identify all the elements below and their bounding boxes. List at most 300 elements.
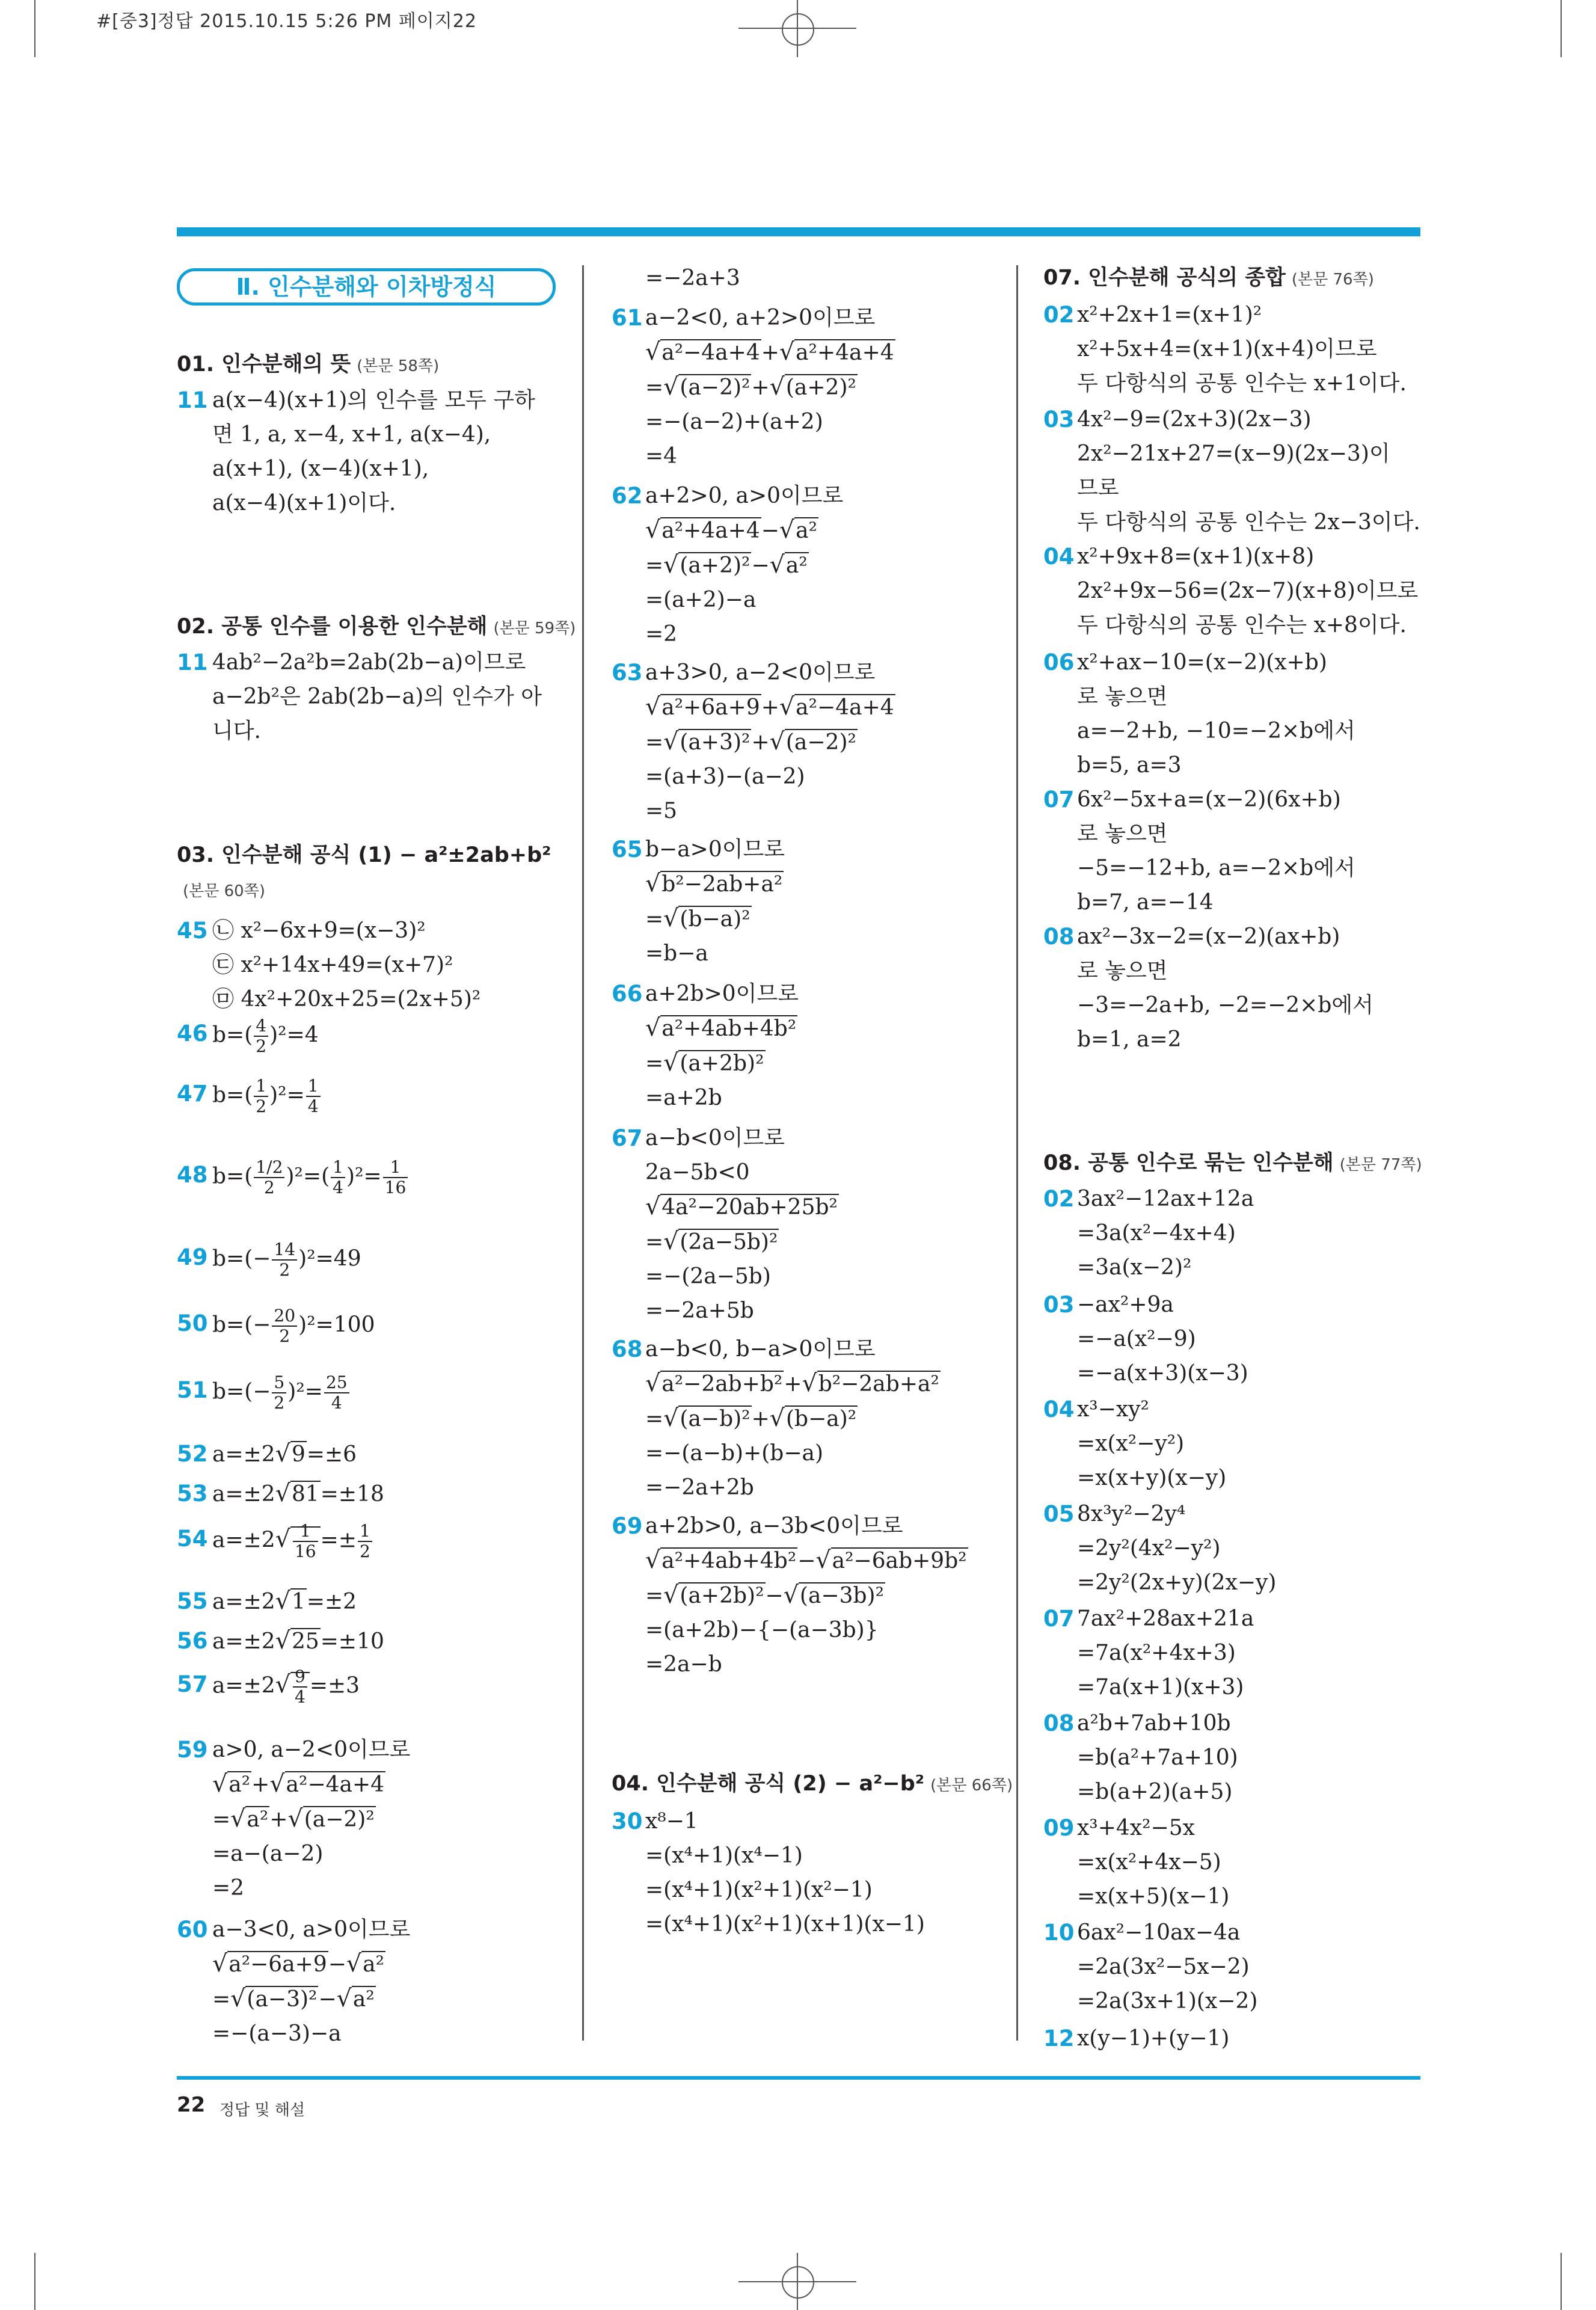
square-root <box>663 553 751 578</box>
answer-line: a−2<0, a+2>0이므로 <box>645 306 876 330</box>
answer-line: =(x⁴+1)(x²+1)(x²−1) <box>645 1878 873 1902</box>
problem-number: 46 <box>177 1021 208 1046</box>
square-root <box>230 1807 269 1832</box>
answer-line <box>212 1767 410 1802</box>
page-reference: (본문 77쪽) <box>1339 1156 1422 1174</box>
answer-line: 로 놓으면 <box>1077 959 1168 983</box>
answer-line: =−a(x+3)(x−3) <box>1077 1361 1248 1386</box>
math-text: )²= <box>287 1379 323 1404</box>
section-title: 07. 인수분해 공식의 종합 <box>1043 266 1286 290</box>
math-text: − <box>761 518 779 543</box>
crop-mark <box>782 13 814 46</box>
radicand: a²−2ab+b² <box>661 1372 783 1396</box>
radical-sign-icon: √ <box>275 1671 290 1699</box>
math-text: )²= <box>269 1083 305 1108</box>
radicand: (b−a)² <box>680 907 750 932</box>
math-text: = <box>645 375 664 400</box>
radicand: a²−4a+4 <box>661 340 760 365</box>
answer-line: =−(a−2)+(a+2) <box>645 410 823 434</box>
square-root <box>287 1807 375 1832</box>
answer-line: 2x²−21x+27=(x−9)(2x−3)이 <box>1077 441 1390 466</box>
answer-line <box>212 1802 410 1837</box>
denominator: 2 <box>256 1036 267 1057</box>
answer-line: a=−2+b, −10=−2×b에서 <box>1077 719 1355 743</box>
fraction <box>383 1158 408 1198</box>
answer-line: 8x³y²−2y⁴ <box>1077 1502 1186 1526</box>
answer-line <box>645 370 895 405</box>
problem-number: 04 <box>1043 1396 1075 1422</box>
answer-line: =−(a−b)+(b−a) <box>645 1441 824 1466</box>
radicand: 81 <box>291 1482 319 1507</box>
answer-line <box>645 1578 968 1613</box>
section-title: 01. 인수분해의 뜻 <box>177 352 351 376</box>
math-text: =±18 <box>320 1482 384 1507</box>
radical-sign-icon: √ <box>779 338 795 366</box>
denominator: 2 <box>279 1326 290 1347</box>
answer-lines <box>1077 298 1407 401</box>
math-text: = <box>212 1987 231 2012</box>
problem-number: 11 <box>177 387 208 413</box>
answer-line: a−3<0, a>0이므로 <box>212 1917 411 1942</box>
page-reference: (본문 60쪽) <box>183 882 265 900</box>
answer-lines <box>212 1584 357 1619</box>
answer-lines <box>212 1306 375 1347</box>
radical-sign-icon: √ <box>645 516 661 544</box>
answer-line <box>212 1373 351 1413</box>
answer-line: =x(x²+4x−5) <box>1077 1850 1221 1875</box>
radical-sign-icon: √ <box>645 693 661 720</box>
problem-number: 08 <box>1043 924 1075 950</box>
radicand: a²+4a+4 <box>796 340 894 365</box>
answer-lines <box>645 301 895 473</box>
math-text: )²=( <box>286 1164 330 1189</box>
square-root <box>802 1369 941 1397</box>
problem-number: 45 <box>177 918 208 944</box>
answer-line: =7a(x²+4x+3) <box>1077 1641 1236 1665</box>
radical-sign-icon: √ <box>645 1546 661 1574</box>
answer-line: x³−xy² <box>1077 1397 1149 1422</box>
problem-number: 50 <box>177 1310 208 1336</box>
radical-sign-icon: √ <box>769 373 785 401</box>
math-text: = <box>645 553 664 578</box>
problem-number: 49 <box>177 1244 208 1270</box>
column-divider <box>582 265 584 2041</box>
square-root <box>346 1952 385 1977</box>
square-root <box>645 1016 797 1041</box>
square-root <box>645 695 761 720</box>
footer-label: 정답 및 해설 <box>219 2101 305 2119</box>
answer-lines <box>212 1733 410 1905</box>
answer-line: =3a(x²−4x+4) <box>1077 1221 1236 1246</box>
answer-line: =2 <box>645 622 678 647</box>
answer-line: x²+2x+1=(x+1)² <box>1077 303 1262 327</box>
radical-sign-icon: √ <box>275 1627 290 1654</box>
answer-lines <box>1077 1706 1238 1809</box>
radicand: (a−2)² <box>304 1807 375 1832</box>
square-root <box>770 553 809 578</box>
math-text: )²= <box>346 1164 382 1189</box>
answer-line: a+2>0, a>0이므로 <box>645 484 844 508</box>
problem-number: 04 <box>1043 544 1075 570</box>
answer-lines <box>1077 402 1420 539</box>
fraction <box>254 1016 268 1057</box>
answer-line: =2a(3x²−5x−2) <box>1077 1955 1250 1979</box>
radical-sign-icon: √ <box>275 1479 290 1507</box>
radical-sign-icon: √ <box>783 1581 799 1609</box>
answer-lines <box>212 1624 384 1659</box>
fraction <box>272 1306 297 1347</box>
radicand: a²−6ab+9b² <box>832 1549 967 1573</box>
square-root <box>275 1442 307 1467</box>
problem-number: 12 <box>1043 2026 1075 2051</box>
radical-sign-icon: √ <box>212 1950 228 1977</box>
radicand: a²+4ab+4b² <box>661 1016 797 1041</box>
math-text: = <box>212 1807 231 1832</box>
fraction <box>293 1667 307 1707</box>
answer-line: a+3>0, a−2<0이므로 <box>645 660 876 685</box>
problem-number: 10 <box>1043 1920 1075 1946</box>
radical-sign-icon: √ <box>663 905 679 932</box>
answer-lines <box>212 1016 319 1057</box>
math-text: )²=49 <box>298 1246 361 1271</box>
bottom-blue-bar <box>177 2076 1420 2080</box>
math-text: + <box>751 730 770 755</box>
top-blue-bar <box>177 227 1420 236</box>
square-root <box>337 1987 376 2012</box>
fraction <box>293 1522 318 1562</box>
problem-number: 05 <box>1043 1501 1075 1527</box>
radicand <box>290 1666 310 1707</box>
answer-line: =2a(3x+1)(x−2) <box>1077 1989 1258 2014</box>
answer-lines <box>212 1240 361 1280</box>
answer-line: x³+4x²−5x <box>1077 1816 1195 1840</box>
section-heading <box>177 348 439 384</box>
problem-number: 67 <box>612 1125 643 1151</box>
problem-number: 63 <box>612 660 643 686</box>
numerator: 1 <box>383 1158 408 1178</box>
math-text: = <box>645 1051 664 1076</box>
radical-sign-icon: √ <box>275 1587 290 1615</box>
math-text: + <box>761 340 779 365</box>
math-text: a=±2 <box>212 1629 275 1654</box>
math-text: + <box>251 1772 270 1797</box>
denominator: 4 <box>331 1393 342 1413</box>
answer-line: =(a+2)−a <box>645 588 757 612</box>
square-root <box>645 518 761 543</box>
denominator: 4 <box>307 1096 319 1117</box>
denominator: 4 <box>333 1178 344 1198</box>
answer-line: =(x⁴+1)(x²+1)(x+1)(x−1) <box>645 1912 925 1937</box>
answer-line: b=5, a=3 <box>1077 753 1182 778</box>
answer-line: x²+9x+8=(x+1)(x+8) <box>1077 544 1315 569</box>
answer-line: =5 <box>645 799 678 823</box>
crop-mark <box>34 0 35 57</box>
radical-sign-icon: √ <box>336 1985 352 2012</box>
answer-line: x⁸−1 <box>645 1809 698 1834</box>
answer-line: =−(2a−5b) <box>645 1264 771 1289</box>
page-reference: (본문 66쪽) <box>930 1777 1013 1795</box>
answer-lines <box>1077 1602 1254 1704</box>
answer-line <box>212 1982 410 2017</box>
math-text: + <box>784 1372 802 1396</box>
math-text: − <box>751 553 770 578</box>
answer-line: 2a−5b<0 <box>645 1160 750 1185</box>
math-text: + <box>269 1807 288 1832</box>
radicand: a² <box>247 1807 269 1832</box>
section-heading <box>612 1767 1013 1803</box>
crop-mark <box>1561 2253 1562 2310</box>
answer-lines <box>645 832 785 971</box>
problem-number: 09 <box>1043 1815 1075 1841</box>
radical-sign-icon: √ <box>663 728 679 755</box>
numerator: 9 <box>293 1667 307 1688</box>
radical-sign-icon: √ <box>779 516 795 544</box>
answer-line <box>645 690 895 725</box>
radicand: a² <box>229 1772 251 1797</box>
answer-line: 두 다항식의 공통 인수는 2x−3이다. <box>1077 510 1420 535</box>
answer-line <box>212 1158 409 1198</box>
numerator: 4 <box>254 1016 268 1037</box>
answer-lines <box>1077 1288 1248 1390</box>
answer-lines <box>212 1912 410 2051</box>
answer-line: =a−(a−2) <box>212 1842 324 1866</box>
radicand: 4a²−20ab+25b² <box>661 1195 838 1220</box>
answer-line <box>645 1224 839 1259</box>
radicand <box>290 1521 321 1562</box>
answer-lines <box>645 479 843 651</box>
math-text: =± <box>320 1528 357 1553</box>
answer-line: =−2a+3 <box>645 266 740 290</box>
answer-lines <box>1077 1811 1229 1914</box>
fraction <box>254 1158 284 1198</box>
square-root <box>663 1581 765 1609</box>
answer-line: =a+2b <box>645 1086 722 1110</box>
section-heading <box>177 610 575 646</box>
answer-line: a+2b>0, a−3b<0이므로 <box>645 1514 903 1538</box>
radical-sign-icon: √ <box>769 728 785 755</box>
radicand: a² <box>785 553 808 578</box>
answer-lines <box>1077 782 1355 920</box>
denominator: 2 <box>263 1178 275 1198</box>
problem-number: 11 <box>177 650 208 675</box>
radical-sign-icon: √ <box>645 1369 661 1397</box>
math-text: + <box>751 375 770 400</box>
fraction <box>272 1373 286 1413</box>
problem-number: 69 <box>612 1513 643 1539</box>
radicand: a² <box>352 1987 375 2012</box>
answer-line: =2y²(2x+y)(2x−y) <box>1077 1570 1277 1595</box>
answer-line: −5=−12+b, a=−2×b에서 <box>1077 856 1355 880</box>
math-text: =±10 <box>320 1629 384 1654</box>
square-root <box>769 1404 858 1432</box>
radicand: a²+4a+4 <box>661 518 760 543</box>
square-root <box>779 340 895 365</box>
math-text: = <box>645 730 664 755</box>
square-root <box>645 872 784 897</box>
square-root <box>275 1666 310 1707</box>
answer-lines <box>1077 920 1373 1057</box>
crop-mark <box>1561 0 1562 57</box>
answer-line: 6x²−5x+a=(x−2)(6x+b) <box>1077 787 1341 812</box>
square-root <box>663 907 751 932</box>
math-text: b=( <box>212 1083 253 1108</box>
answer-lines <box>1077 1392 1226 1495</box>
radical-sign-icon: √ <box>645 338 661 366</box>
fraction <box>254 1077 268 1117</box>
answer-line: a+2b>0이므로 <box>645 981 799 1006</box>
answer-line <box>645 335 895 370</box>
math-text: =±6 <box>306 1442 357 1467</box>
square-root <box>645 340 761 365</box>
problem-number: 53 <box>177 1481 208 1507</box>
answer-line: 7ax²+28ax+21a <box>1077 1606 1254 1631</box>
answer-line: a(x−4)(x+1)의 인수를 모두 구하 <box>212 388 535 413</box>
square-root <box>779 518 818 543</box>
answer-line: −3=−2a+b, −2=−2×b에서 <box>1077 993 1373 1018</box>
problem-number: 06 <box>1043 650 1075 675</box>
square-root <box>212 1772 251 1797</box>
radicand: (2a−5b)² <box>680 1230 778 1255</box>
answer-lines <box>1077 539 1418 642</box>
answer-lines <box>212 1373 351 1413</box>
radical-sign-icon: √ <box>212 1770 228 1798</box>
answer-line: x²+5x+4=(x+1)(x+4)이므로 <box>1077 337 1377 361</box>
radicand: a²−4a+4 <box>286 1772 385 1797</box>
radicand: (a−2)² <box>680 375 750 400</box>
math-text: + <box>761 695 779 720</box>
answer-line: x(y−1)+(y−1) <box>1077 2026 1230 2051</box>
math-text: = <box>645 907 664 932</box>
crop-mark <box>34 2253 35 2310</box>
numerator: 5 <box>272 1373 286 1393</box>
square-root <box>770 375 858 400</box>
section-heading <box>1043 1146 1422 1182</box>
math-text: a=±2 <box>212 1482 275 1507</box>
radicand: 25 <box>291 1629 319 1654</box>
answer-lines <box>212 1077 322 1117</box>
math-text: b=( <box>212 1022 253 1048</box>
radical-sign-icon: √ <box>779 693 795 720</box>
answer-lines <box>212 914 480 1016</box>
fraction <box>306 1077 321 1117</box>
answer-line: =b(a²+7a+10) <box>1077 1745 1238 1770</box>
answer-line: =x(x²−y²) <box>1077 1431 1185 1456</box>
problem-number: 52 <box>177 1441 208 1467</box>
problem-number: 56 <box>177 1628 208 1654</box>
numerator: 14 <box>272 1240 297 1261</box>
answer-line: 4ab²−2a²b=2ab(2b−a)이므로 <box>212 650 526 675</box>
math-text: a=±2 <box>212 1442 275 1467</box>
square-root <box>230 1987 318 2012</box>
answer-line <box>212 1016 319 1057</box>
answer-line: b−a>0이므로 <box>645 837 785 862</box>
answer-line: x²+ax−10=(x−2)(x+b) <box>1077 650 1327 675</box>
answer-line <box>645 725 895 760</box>
square-root <box>275 1629 321 1654</box>
answer-line <box>645 1401 941 1436</box>
problem-number: 55 <box>177 1588 208 1614</box>
page-reference: (본문 58쪽) <box>357 357 440 375</box>
problem-number: 62 <box>612 483 643 509</box>
answer-line: a−2b²은 2ab(2b−a)의 인수가 아 <box>212 684 542 709</box>
problem-number: 59 <box>177 1737 208 1763</box>
answer-line: a(x−4)(x+1)이다. <box>212 491 396 515</box>
problem-number: 51 <box>177 1377 208 1403</box>
radical-sign-icon: √ <box>663 1581 679 1609</box>
numerator: 1 <box>254 1077 268 1097</box>
numerator: 1 <box>293 1522 318 1542</box>
radicand: (b−a)² <box>786 1407 857 1431</box>
radical-sign-icon: √ <box>663 373 679 401</box>
numerator: 20 <box>272 1306 297 1327</box>
answer-line: =−2a+2b <box>645 1475 754 1500</box>
answer-line <box>645 1046 799 1081</box>
radical-sign-icon: √ <box>769 551 785 579</box>
answer-line <box>645 867 785 902</box>
math-text: = <box>645 1584 664 1608</box>
radicand: a²+4ab+4b² <box>661 1549 797 1573</box>
answer-lines <box>645 261 740 295</box>
square-root <box>663 1227 779 1255</box>
math-text: = <box>645 1407 664 1431</box>
answer-line: 두 다항식의 공통 인수는 x+1이다. <box>1077 371 1407 396</box>
answer-line <box>645 1190 839 1224</box>
problem-number: 68 <box>612 1336 643 1362</box>
problem-number: 47 <box>177 1081 208 1107</box>
page-reference: (본문 59쪽) <box>493 619 576 637</box>
fraction <box>331 1158 345 1198</box>
answer-lines <box>212 1437 357 1472</box>
answer-line: =x(x+5)(x−1) <box>1077 1884 1230 1909</box>
answer-lines <box>1077 1915 1257 2018</box>
math-text: b=(− <box>212 1312 271 1338</box>
problem-number: 61 <box>612 305 643 331</box>
answer-line: 면 1, a, x−4, x+1, a(x−4), <box>212 422 491 447</box>
answer-lines <box>645 1509 968 1682</box>
problem-number: 48 <box>177 1162 208 1188</box>
problem-number: 02 <box>1043 302 1075 328</box>
answer-line: ㉢ x²+14x+49=(x+7)² <box>212 953 453 977</box>
square-root <box>212 1952 328 1977</box>
answer-line: =7a(x+1)(x+3) <box>1077 1675 1244 1700</box>
math-text: − <box>318 1987 337 2012</box>
answer-line: =(a+2b)−{−(a−3b)} <box>645 1618 879 1642</box>
answer-line: b=7, a=−14 <box>1077 890 1214 915</box>
math-text: + <box>751 1407 770 1431</box>
square-root <box>269 1772 385 1797</box>
radicand: (a+2b)² <box>680 1584 764 1608</box>
problem-number: 08 <box>1043 1710 1075 1736</box>
problem-number: 30 <box>612 1808 643 1834</box>
column-divider <box>1016 265 1018 2041</box>
answer-line <box>212 1947 410 1982</box>
radical-sign-icon: √ <box>802 1369 817 1397</box>
print-info-header: #[중3]정답 2015.10.15 5:26 PM 페이지22 <box>96 11 477 32</box>
section-title: 04. 인수분해 공식 (2) − a²−b² <box>612 1772 925 1796</box>
numerator: 1 <box>306 1077 321 1097</box>
math-text: a=±2 <box>212 1528 275 1553</box>
answer-lines <box>212 645 542 748</box>
chapter-title: Ⅱ. 인수분해와 이차방정식 <box>177 268 556 306</box>
square-root <box>779 695 895 720</box>
math-text: − <box>797 1549 816 1573</box>
answer-lines <box>645 656 895 828</box>
problem-number: 07 <box>1043 1606 1075 1632</box>
answer-line: a²b+7ab+10b <box>1077 1711 1231 1736</box>
answer-lines <box>212 1667 360 1707</box>
radicand: (a−3b)² <box>799 1584 885 1608</box>
answer-line <box>212 1624 384 1659</box>
